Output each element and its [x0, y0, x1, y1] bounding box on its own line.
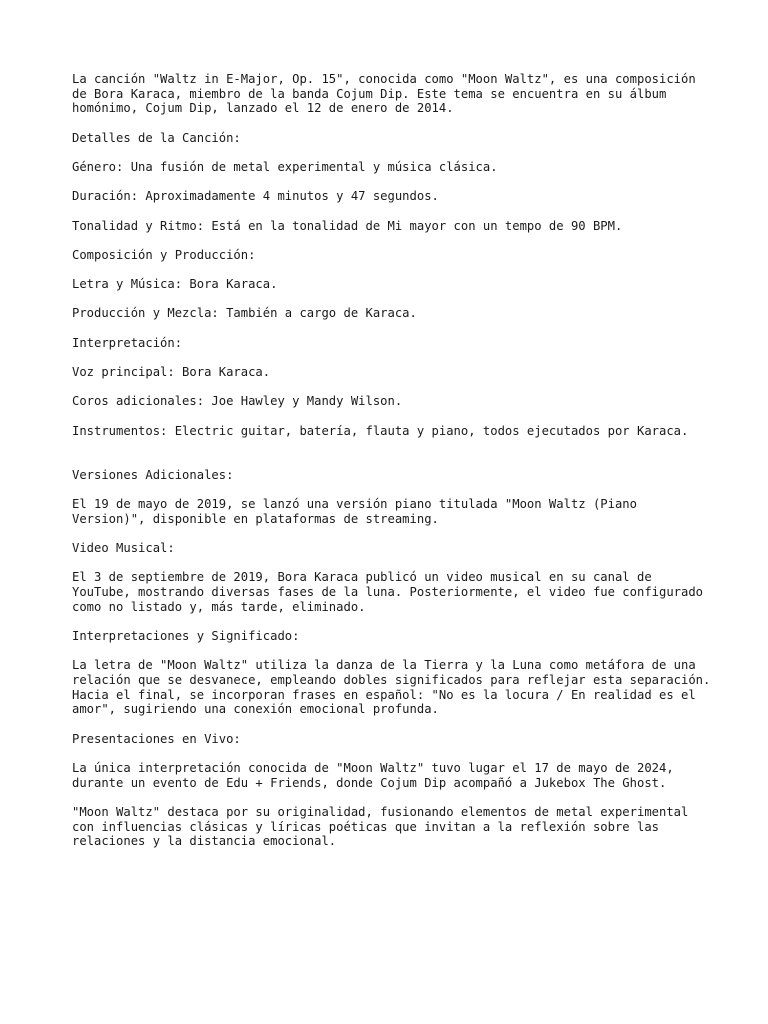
section-heading-performance: Interpretación:	[72, 335, 183, 350]
detail-key-tempo: Tonalidad y Ritmo: Está en la tonalidad de Mi mayor con un tempo de 90 BPM.	[72, 218, 623, 233]
document-page	[72, 72, 712, 864]
detail-duration: Duración: Aproximadamente 4 minutos y 47 segundos.	[72, 189, 439, 204]
detail-production: Producción y Mezcla: También a cargo de Karaca.	[72, 306, 417, 321]
section-heading-details: Detalles de la Canción:	[72, 130, 241, 145]
section-heading-composition: Composición y Producción:	[72, 247, 256, 262]
closing-paragraph: "Moon Waltz" destaca por su originalidad, fusionando elementos de metal experimental con influencias clásicas y líricas poéticas que invitan a la reflexión sobre las relaciones y la distancia emocional.	[72, 804, 689, 849]
section-heading-video: Video Musical:	[72, 540, 175, 555]
section-heading-versions: Versiones Adicionales:	[72, 467, 234, 482]
detail-backing-vocals: Coros adicionales: Joe Hawley y Mandy Wilson.	[72, 394, 403, 409]
detail-lead-vocals: Voz principal: Bora Karaca.	[72, 365, 271, 380]
intro-paragraph: La canción "Waltz in E-Major, Op. 15", conocida como "Moon Waltz", es una composición de Bora Karaca, miembro de la banda Cojum Dip. Este tema se encuentra en su álbum homónimo, Cojum Dip, lanzado el 12 de enero de 2014.	[72, 72, 696, 116]
detail-genre: Género: Una fusión de metal experimental y música clásica.	[72, 160, 498, 174]
detail-instruments: Instrumentos: Electric guitar, batería, flauta y piano, todos ejecutados por Karaca.	[72, 423, 689, 438]
section-heading-live: Presentaciones en Vivo:	[72, 731, 241, 746]
meaning-paragraph: La letra de "Moon Waltz" utiliza la danza de la Tierra y la Luna como metáfora de una relación que se desvanece, empleando dobles significados para reflejar esta separación. Hacia el final, se incorporan frases en español: "No es la locura / En realidad es el amor", sugiriendo una conexión emocional profunda.	[72, 658, 711, 717]
section-heading-meaning: Interpretaciones y Significado:	[72, 628, 300, 643]
live-paragraph: La única interpretación conocida de "Moon Waltz" tuvo lugar el 17 de mayo de 2024, durante un evento de Edu + Friends, donde Cojum Dip acompañó a Jukebox The Ghost.	[72, 760, 674, 790]
detail-lyrics-music: Letra y Música: Bora Karaca.	[72, 277, 278, 292]
video-paragraph: El 3 de septiembre de 2019, Bora Karaca publicó un video musical en su canal de YouTube, mostrando diversas fases de la luna. Posteriormente, el video fue configurado como no listado y, más tarde, eliminado.	[72, 570, 704, 614]
versions-paragraph: El 19 de mayo de 2019, se lanzó una versión piano titulada "Moon Waltz (Piano Version)", disponible en plataformas de streaming.	[72, 496, 637, 526]
